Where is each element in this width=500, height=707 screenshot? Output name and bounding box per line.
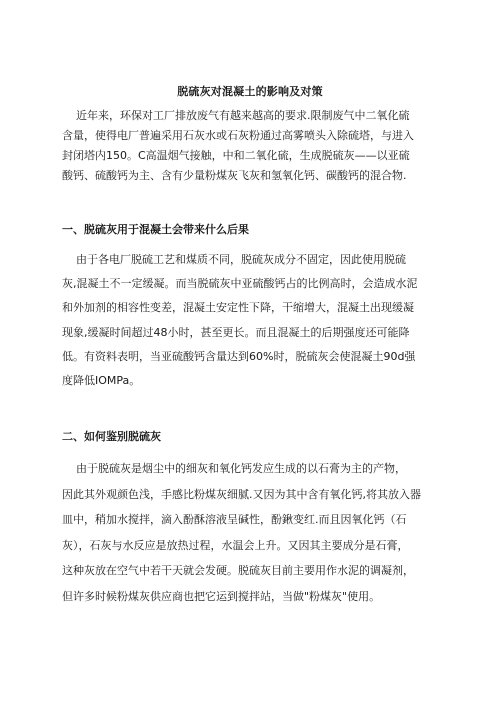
text-line: 低。有资料表明，当亚硫酸钙含量达到60%时，脱硫灰会使混凝土90d强 bbox=[62, 349, 416, 363]
text-line: 酸钙、硫酸钙为主、含有少量粉煤灰飞灰和氢氧化钙、碳酸钙的混合物. bbox=[62, 169, 407, 182]
text-line: 现象,缓凝时间超过48小时，甚至更长。而且混凝土的后期强度还可能降 bbox=[62, 325, 410, 339]
text-line: 皿中，稍加水搅拌，滴入酚酥溶液呈碱性，酚鍬变红.而且因氧化钙（石 bbox=[62, 513, 407, 527]
document-title: 脱硫灰对混凝土的影响及对策 bbox=[177, 85, 323, 98]
text-line: 灰），石灰与水反应是放热过程，水温会上升。又因其主要成分是石膏， bbox=[62, 538, 409, 552]
text-line: 灰,混凝土不一定缓凝。而当脱硫灰中亚硫酸钙占的比例高时，会造成水泥 bbox=[62, 277, 418, 291]
text-line: 但许多时候粉煤灰供应商也把它运到搅拌站，当做"粉煤灰"使用。 bbox=[62, 589, 381, 603]
text-line: 因此其外观颜色浅，手感比粉煤灰细腻.又因为其中含有氧化钙,将其放入器 bbox=[62, 487, 421, 501]
section-1-heading: 一、脱硫灰用于混凝土会带来什么后果 bbox=[62, 223, 249, 236]
text-line: 度降低IOMPa。 bbox=[62, 374, 141, 388]
text-line: 这种灰放在空气中若干天就会发硬。脱硫灰目前主要用作水泥的调凝剂， bbox=[62, 564, 414, 578]
section-2-heading: 二、如何鉴别脱硫灰 bbox=[62, 430, 161, 443]
text-line: 由于各电厂脱硫工艺和煤质不同，脱硫灰成分不固定，因此使用脱硫 bbox=[62, 253, 406, 266]
text-line: 含量，使得电厂普遍采用石灰水或石灰粉通过高雾喷头入除硫塔，与进入 bbox=[62, 129, 414, 142]
text-line: 封闭塔内150。C高温烟气接触，中和二氧化硫，生成脱硫灰——以亚硫 bbox=[62, 149, 410, 162]
text-line: 由于脱硫灰是烟尘中的细灰和氧化钙发应生成的以石膏为主的产物， bbox=[62, 462, 406, 475]
section-1-paragraph bbox=[62, 248, 440, 393]
text-line: 和外加剂的相容性变差，混凝土安定性下降，干缩增大，混凝土出现缓凝 bbox=[62, 301, 414, 315]
section-2-paragraph bbox=[62, 456, 440, 610]
text-line: 近年来，环保对工厂排放废气有越来越高的要求.限制废气中二氧化硫 bbox=[62, 109, 410, 122]
intro-paragraph bbox=[62, 106, 440, 186]
